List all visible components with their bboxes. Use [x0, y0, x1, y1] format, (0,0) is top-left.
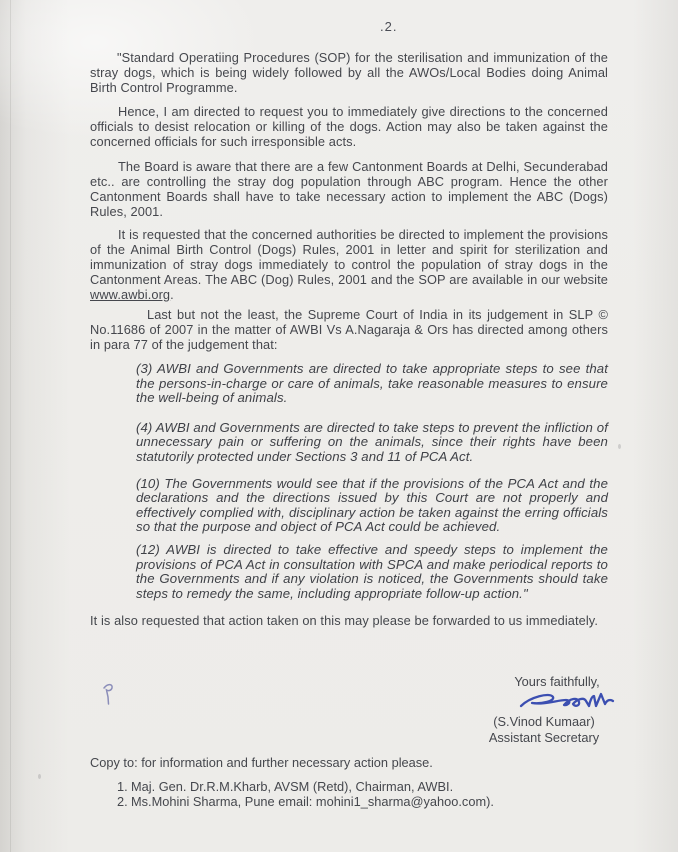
- scan-edge-line: [10, 0, 11, 852]
- signature-scribble: [468, 688, 620, 714]
- signatory-name: (S.Vinod Kumaar): [493, 714, 595, 729]
- para-supreme-court: Last but not the least, the Supreme Court of India in its judgement in SLP © No.11686 of 2007 in the matter of AWBI Vs A.Nagaraja & Ors has directed among others in para 77 of the judgement that:: [90, 307, 608, 352]
- para-action-taken: It is also requested that action taken on this may please be forwarded to us immediately.: [90, 613, 599, 629]
- para-board: The Board is aware that there are a few Cantonment Boards at Delhi, Secunderabad etc.. are controlling the stray dog population through ABC program. Hence the other Cantonment Boards shall have to take necessary action to implement the ABC (Dogs) Rules, 2001.: [90, 159, 608, 219]
- para-hence: Hence, I am directed to request you to immediately give directions to the concerned officials to desist relocation or killing of the dogs. Action may also be taken against the concerned officials for such irresponsible acts.: [90, 104, 608, 149]
- judgement-quote-3: (3) AWBI and Governments are directed to take appropriate steps to see that the persons-in-charge or care of animals, take reasonable measures to ensure the well-being of animals.: [136, 361, 608, 406]
- signature-block: [468, 674, 620, 746]
- para-sop: "Standard Operatiing Procedures (SOP) for the sterilisation and immunization of the stray dogs, which is being widely followed by all the AWOs/Local Bodies doing Animal Birth Control Programme.: [90, 50, 608, 95]
- scan-speck: [618, 444, 621, 449]
- copy-to-section: [90, 756, 590, 809]
- copy-item-number: 1.: [117, 779, 128, 794]
- copy-item-number: 2.: [117, 793, 128, 809]
- copy-to-item: [90, 780, 590, 795]
- scan-speck: [38, 774, 41, 779]
- ink-tick-icon: [100, 681, 118, 709]
- para-requested: [90, 227, 608, 302]
- ink-tick-mark: [100, 681, 118, 714]
- valediction: Yours faithfully,: [514, 674, 600, 689]
- page-number: .2.: [380, 19, 398, 34]
- copy-item-text: Maj. Gen. Dr.R.M.Kharb, AVSM (Retd), Chairman, AWBI.: [131, 779, 454, 794]
- judgement-quote-12: (12) AWBI is directed to take effective and speedy steps to implement the provisions of PCA Act in consultation with SPCA and make periodical reports to the Governments and if any violation is noticed, the Governments should take steps to remedy the same, including appropriate follow-up action.": [136, 541, 608, 601]
- website-suffix: .: [170, 287, 174, 302]
- awbi-website-link[interactable]: www.awbi.org: [90, 287, 171, 302]
- copy-to-heading: Copy to: for information and further necessary action please.: [90, 755, 433, 770]
- signature-icon: [518, 688, 616, 714]
- letter-body: [90, 50, 608, 628]
- judgement-quote-10: (10) The Governments would see that if the provisions of the PCA Act and the declarations and the directions issued by this Court are not properly and effectively complied with, disciplinary action be taken against the erring officials so that the purpose and object of PCA Act could be achieved.: [136, 475, 608, 535]
- para-requested-text: It is requested that the concerned authorities be directed to implement the provisions of the Animal Birth Control (Dogs) Rules, 2001 in letter and spirit for sterilization and immunization of stray dogs immediately to control the population of stray dogs in the Cantonment Areas. The ABC (Dog) Rules, 2001 and the SOP are available in our website: [90, 227, 608, 287]
- judgement-quote-4: (4) AWBI and Governments are directed to take steps to prevent the infliction of unnecessary pain or suffering on the animals, since their rights have been statutorily protected under Sections 3 and 11 of PCA Act.: [136, 419, 608, 464]
- copy-to-item: [90, 795, 590, 810]
- copy-item-text: Ms.Mohini Sharma, Pune email: mohini1_sharma@yahoo.com).: [131, 793, 494, 809]
- copy-to-list: [90, 780, 590, 809]
- signatory-title: Assistant Secretary: [488, 730, 600, 745]
